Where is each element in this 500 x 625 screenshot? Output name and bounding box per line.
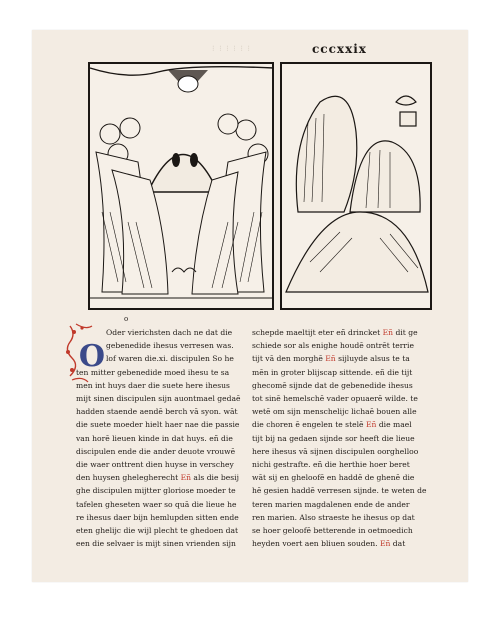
text-line: teren marien magdalenen ende de ander <box>252 499 410 509</box>
text-line: gebenedide ihesus verresen was. <box>106 341 234 351</box>
text-line: hē gesien haddē verresen sijnde. te weten de <box>252 486 427 496</box>
text-line: nichi gestrafte. eñ die herthie hoer beret <box>252 460 410 470</box>
landscape-woodcut-icon <box>280 62 432 310</box>
text-line: hadden staende aendē berch vā syon. wāt <box>76 407 238 417</box>
text-line: ghe discipulen mijtter gloriose moeder te <box>76 486 236 496</box>
text-line: Oder vierichsten dach ne dat die <box>106 328 233 337</box>
text-line: eten ghelijc die wijl plecht te ghedoen dat <box>76 526 239 536</box>
initial-letter: O <box>78 339 106 374</box>
text-line: men int huys daer die suete here ihesus <box>76 380 230 390</box>
book-page <box>32 30 468 582</box>
text-line: se hoer geloofē betterende in oetmoedich <box>252 526 413 536</box>
text-line: ghecomē sijnde dat de gebenedide ihesus <box>252 380 413 390</box>
text-line: van horē lieuen kinde in dat huys. eñ die <box>76 433 233 443</box>
text-line: schepde maeltijt eter eñ drincket Eñ dit ge <box>252 328 418 337</box>
text-line: tijt vā den morghē Eñ sijluyde alsus te ta <box>252 354 410 364</box>
text-line: here ihesus vā sijnen discipulen oorghelloo <box>252 446 419 456</box>
text-line: ren marien. Also straeste he ihesus op dat <box>252 512 415 522</box>
text-line: mēn in groter blijscap sittende. eñ die tijt <box>252 367 413 377</box>
text-line: wetē om sijn menschelijc lichaē bouen alle <box>252 407 417 417</box>
text-line: discipulen ende die ander deuote vrouwē <box>76 446 236 456</box>
text-line: tijt bij na gedaen sijnde sor heeft die lieue <box>252 433 415 443</box>
woodcut-left <box>88 62 274 310</box>
text-line: die choren ē engelen te stelē Eñ die mael <box>252 420 412 430</box>
woodcut-right <box>280 62 432 310</box>
text-line: re ihesus daer bijn hemlupden sitten ende <box>76 512 239 522</box>
text-line: ten mitter gebenedide moed ihesu te sa <box>76 367 230 377</box>
text-line: wāt sij en gheloofē en haddē de ghenē die <box>252 473 415 483</box>
text-line: een die selvaer is mijt sinen vrienden sijn <box>76 539 236 549</box>
guide-letter: o <box>124 315 129 323</box>
text-line: die suete moeder hielt haer nae die passie <box>76 420 240 430</box>
text-line: die waer onttrent dien huyse in verschey <box>76 460 234 470</box>
pentecost-woodcut-icon <box>88 62 274 310</box>
text-column-left <box>76 326 272 550</box>
text-line: lof waren die.xi. discipulen So he <box>106 354 234 364</box>
text-line: heyden voert aen bliuen souden. Eñ dat <box>252 539 406 549</box>
show-through-text: ⁝ ⁝ ⁝ ⁝ ⁝ ⁝ <box>212 44 251 53</box>
folio-number: cccxxix <box>312 42 367 56</box>
text-line: mijt sinen discipulen sijn auontmael gedaē <box>76 394 241 404</box>
text-line: den huysen ghelegherecht Eñ als die besij <box>76 473 239 483</box>
text-line: tafelen gheseten waer so quā die lieue he <box>76 499 237 509</box>
text-column-right <box>252 326 442 550</box>
text-line: tot sinē hemelschē vader opuaerē wilde. te <box>252 394 418 404</box>
text-line: schiede sor als enighe houdē ontrēt terrie <box>252 341 414 351</box>
